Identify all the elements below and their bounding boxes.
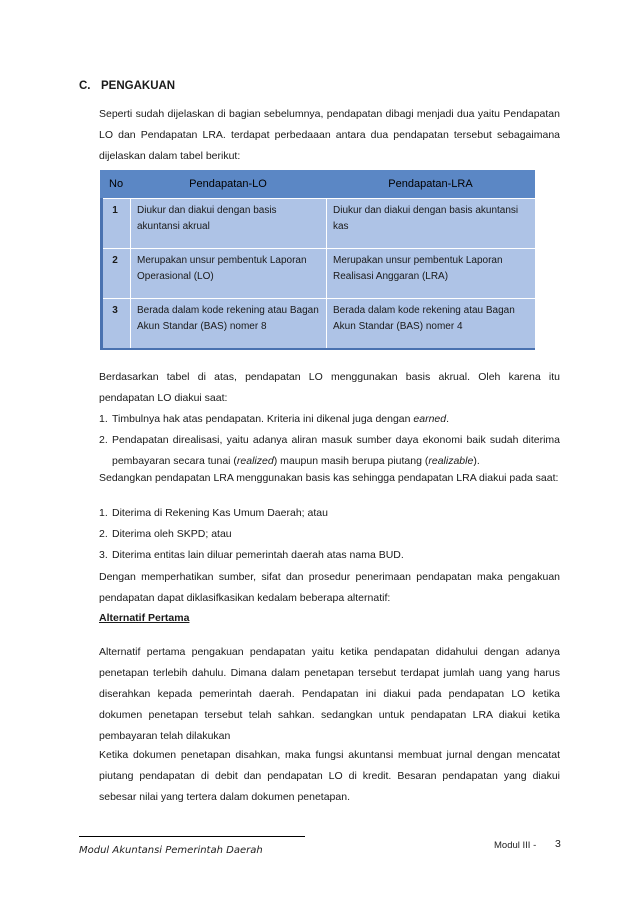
lra-list [99, 503, 560, 566]
page-number: 3 [555, 838, 561, 850]
lo-list [99, 409, 560, 472]
header-lo: Pendapatan-LO [189, 178, 267, 190]
first-alternative-paragraph: Alternatif pertama pengakuan pendapatan yaitu ketika pendapatan didahului dengan adanya penetapan terlebih dahulu. Dimana dalam penetapan tersebut terdapat jumlah uang yang harus diserahkan kepada pemerintah daerah. Pendapatan ini diakui pada pendapatan LO ketika dokumen penetapan tersebut telah sahkan. sedangkan untuk pendapatan LRA diakui ketika pembayaran telah dilakukan [99, 646, 560, 742]
row-number: 1 [100, 198, 130, 248]
lra-paragraph: Sedangkan pendapatan LRA menggunakan basis kas sehingga pendapatan LRA diakui pada saat: [99, 472, 559, 484]
list-item: 2. Pendapatan direalisasi, yaitu adanya aliran masuk sumber daya ekonomi baik sudah diterima pembayaran secara tunai (realized) maupun masih berupa piutang (realizable). [99, 434, 560, 467]
table-bottom-border [100, 348, 535, 350]
table-row [100, 298, 535, 350]
intro-paragraph: Seperti sudah dijelaskan di bagian sebelumnya, pendapatan dibagi menjadi dua yaitu Pendapatan LO dan Pendapatan LRA. terdapat perbedaaan antara dua pendapatan tersebut sebagaimana dijelaskan dalam tabel berikut: [99, 108, 560, 162]
row-lra-cell: Berada dalam kode rekening atau Bagan Akun Standar (BAS) nomer 4 [326, 298, 535, 350]
table-row [100, 248, 535, 298]
list-item: 1. Diterima di Rekening Kas Umum Daerah; atau [99, 507, 328, 519]
row-lra-cell: Merupakan unsur pembentuk Laporan Realisasi Anggaran (LRA) [326, 248, 535, 298]
section-heading [79, 80, 175, 92]
journal-paragraph: Ketika dokumen penetapan disahkan, maka fungsi akuntansi membuat jurnal dengan mencatat piutang pendapatan di debit dan pendapatan LO di kredit. Besaran pendapatan yang diakui sebesar nilai yang tertera dalam dokumen penetapan. [99, 749, 560, 803]
sub-heading: Alternatif Pertama [99, 612, 190, 624]
comparison-table [100, 170, 535, 350]
footer-module-label: Modul III - [494, 840, 537, 851]
table-row [100, 198, 535, 248]
row-lo-cell: Diukur dan diakui dengan basis akuntansi akrual [130, 198, 326, 248]
alternatives-paragraph: Dengan memperhatikan sumber, sifat dan prosedur penerimaan pendapatan maka pengakuan pendapatan dapat diklasifkasikan kedalam beberapa alternatif: [99, 571, 560, 604]
header-lra: Pendapatan-LRA [388, 178, 473, 190]
row-number: 2 [100, 248, 130, 298]
row-lo-cell: Merupakan unsur pembentuk Laporan Operasional (LO) [130, 248, 326, 298]
footer-module-title: Modul Akuntansi Pemerintah Daerah [79, 845, 263, 856]
footer-rule [79, 836, 305, 837]
section-number: C. [79, 80, 91, 92]
list-item: 3. Diterima entitas lain diluar pemerintah daerah atas nama BUD. [99, 549, 404, 561]
lo-paragraph: Berdasarkan tabel di atas, pendapatan LO menggunakan basis akrual. Oleh karena itu pendapatan LO diakui saat: [99, 371, 560, 404]
section-title: PENGAKUAN [101, 80, 176, 92]
row-lo-cell: Berada dalam kode rekening atau Bagan Akun Standar (BAS) nomer 8 [130, 298, 326, 350]
list-item: 1. Timbulnya hak atas pendapatan. Kriteria ini dikenal juga dengan earned. [99, 413, 450, 425]
row-number: 3 [100, 298, 130, 350]
list-item: 2. Diterima oleh SKPD; atau [99, 528, 232, 540]
table-header-row [100, 170, 535, 198]
row-lra-cell: Diukur dan diakui dengan basis akuntansi kas [326, 198, 535, 248]
header-no: No [109, 178, 124, 190]
table-left-border [100, 198, 130, 350]
